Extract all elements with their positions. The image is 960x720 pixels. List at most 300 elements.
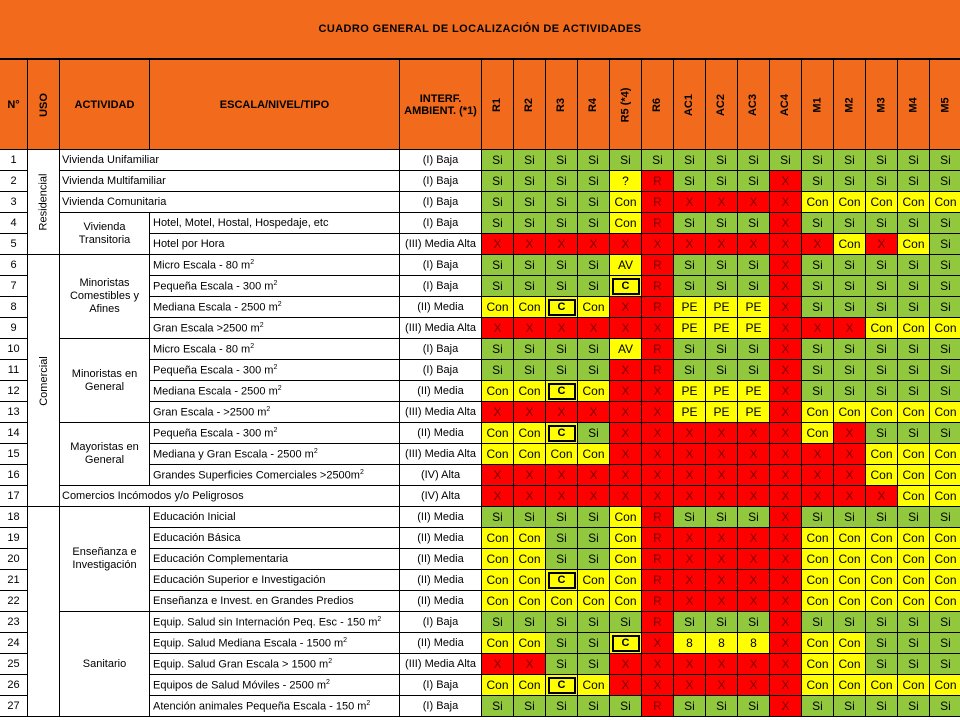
value-cell-r54[interactable]	[610, 612, 642, 633]
value-cell-r3[interactable]	[546, 465, 578, 486]
value-cell-r1[interactable]	[482, 654, 514, 675]
value-cell-r4[interactable]	[578, 696, 610, 717]
value-cell-ac2[interactable]	[706, 612, 738, 633]
value-cell-r54[interactable]	[610, 423, 642, 444]
value-cell-m3[interactable]	[866, 528, 898, 549]
value-cell-m3[interactable]	[866, 213, 898, 234]
value-cell-r4[interactable]	[578, 360, 610, 381]
value-cell-m4[interactable]	[898, 570, 930, 591]
value-cell-ac2[interactable]	[706, 276, 738, 297]
value-cell-r4[interactable]	[578, 654, 610, 675]
value-cell-m3[interactable]	[866, 360, 898, 381]
value-cell-r1[interactable]	[482, 423, 514, 444]
value-cell-m4[interactable]	[898, 486, 930, 507]
value-cell-ac4[interactable]	[770, 213, 802, 234]
value-cell-ac2[interactable]	[706, 633, 738, 654]
value-cell-ac3[interactable]	[738, 192, 770, 213]
value-cell-r3[interactable]	[546, 486, 578, 507]
value-cell-ac4[interactable]	[770, 549, 802, 570]
value-cell-m2[interactable]	[834, 696, 866, 717]
value-cell-r3[interactable]	[546, 381, 578, 402]
value-cell-ac2[interactable]	[706, 675, 738, 696]
value-cell-r54[interactable]	[610, 507, 642, 528]
value-cell-ac2[interactable]	[706, 528, 738, 549]
value-cell-m4[interactable]	[898, 213, 930, 234]
value-cell-r1[interactable]	[482, 528, 514, 549]
value-cell-r4[interactable]	[578, 570, 610, 591]
value-cell-m5[interactable]	[930, 528, 960, 549]
value-cell-r6[interactable]	[642, 465, 674, 486]
value-cell-m1[interactable]	[802, 192, 834, 213]
value-cell-ac3[interactable]	[738, 276, 770, 297]
value-cell-r2[interactable]	[514, 213, 546, 234]
value-cell-r1[interactable]	[482, 318, 514, 339]
value-cell-m2[interactable]	[834, 486, 866, 507]
value-cell-m4[interactable]	[898, 654, 930, 675]
value-cell-m2[interactable]	[834, 213, 866, 234]
value-cell-m5[interactable]	[930, 213, 960, 234]
value-cell-m2[interactable]	[834, 150, 866, 171]
value-cell-m4[interactable]	[898, 255, 930, 276]
value-cell-r1[interactable]	[482, 570, 514, 591]
value-cell-m4[interactable]	[898, 318, 930, 339]
value-cell-m1[interactable]	[802, 255, 834, 276]
value-cell-m3[interactable]	[866, 297, 898, 318]
value-cell-ac2[interactable]	[706, 360, 738, 381]
value-cell-ac1[interactable]	[674, 318, 706, 339]
value-cell-m3[interactable]	[866, 549, 898, 570]
value-cell-ac1[interactable]	[674, 549, 706, 570]
value-cell-ac3[interactable]	[738, 507, 770, 528]
value-cell-m2[interactable]	[834, 612, 866, 633]
value-cell-m1[interactable]	[802, 591, 834, 612]
value-cell-m4[interactable]	[898, 234, 930, 255]
value-cell-r2[interactable]	[514, 528, 546, 549]
value-cell-r2[interactable]	[514, 150, 546, 171]
value-cell-ac3[interactable]	[738, 444, 770, 465]
value-cell-r6[interactable]	[642, 486, 674, 507]
value-cell-m2[interactable]	[834, 402, 866, 423]
value-cell-r6[interactable]	[642, 696, 674, 717]
value-cell-r6[interactable]	[642, 633, 674, 654]
value-cell-ac1[interactable]	[674, 465, 706, 486]
value-cell-ac4[interactable]	[770, 675, 802, 696]
value-cell-m4[interactable]	[898, 360, 930, 381]
value-cell-ac4[interactable]	[770, 591, 802, 612]
value-cell-r4[interactable]	[578, 465, 610, 486]
value-cell-r2[interactable]	[514, 612, 546, 633]
value-cell-m1[interactable]	[802, 297, 834, 318]
value-cell-r54[interactable]	[610, 549, 642, 570]
value-cell-r4[interactable]	[578, 549, 610, 570]
value-cell-m3[interactable]	[866, 465, 898, 486]
value-cell-m5[interactable]	[930, 696, 960, 717]
value-cell-m1[interactable]	[802, 360, 834, 381]
value-cell-r1[interactable]	[482, 486, 514, 507]
value-cell-r3[interactable]	[546, 444, 578, 465]
value-cell-r1[interactable]	[482, 402, 514, 423]
value-cell-m4[interactable]	[898, 171, 930, 192]
value-cell-r4[interactable]	[578, 213, 610, 234]
value-cell-r3[interactable]	[546, 612, 578, 633]
value-cell-ac4[interactable]	[770, 612, 802, 633]
value-cell-ac1[interactable]	[674, 633, 706, 654]
value-cell-m4[interactable]	[898, 381, 930, 402]
value-cell-m3[interactable]	[866, 633, 898, 654]
value-cell-ac2[interactable]	[706, 549, 738, 570]
value-cell-m3[interactable]	[866, 402, 898, 423]
value-cell-m2[interactable]	[834, 234, 866, 255]
value-cell-r3[interactable]	[546, 171, 578, 192]
value-cell-ac2[interactable]	[706, 423, 738, 444]
value-cell-m5[interactable]	[930, 339, 960, 360]
value-cell-ac1[interactable]	[674, 234, 706, 255]
value-cell-ac3[interactable]	[738, 528, 770, 549]
value-cell-ac3[interactable]	[738, 297, 770, 318]
value-cell-m2[interactable]	[834, 297, 866, 318]
value-cell-r4[interactable]	[578, 234, 610, 255]
value-cell-r3[interactable]	[546, 570, 578, 591]
value-cell-m3[interactable]	[866, 171, 898, 192]
value-cell-m3[interactable]	[866, 486, 898, 507]
value-cell-m4[interactable]	[898, 192, 930, 213]
value-cell-ac1[interactable]	[674, 591, 706, 612]
value-cell-ac3[interactable]	[738, 465, 770, 486]
value-cell-r3[interactable]	[546, 507, 578, 528]
value-cell-ac1[interactable]	[674, 255, 706, 276]
value-cell-ac3[interactable]	[738, 675, 770, 696]
value-cell-ac4[interactable]	[770, 150, 802, 171]
value-cell-r4[interactable]	[578, 255, 610, 276]
value-cell-r2[interactable]	[514, 318, 546, 339]
value-cell-m5[interactable]	[930, 402, 960, 423]
value-cell-ac3[interactable]	[738, 150, 770, 171]
value-cell-ac1[interactable]	[674, 528, 706, 549]
value-cell-m1[interactable]	[802, 213, 834, 234]
value-cell-r4[interactable]	[578, 507, 610, 528]
value-cell-r4[interactable]	[578, 633, 610, 654]
value-cell-m1[interactable]	[802, 549, 834, 570]
value-cell-r4[interactable]	[578, 150, 610, 171]
value-cell-m3[interactable]	[866, 255, 898, 276]
value-cell-r3[interactable]	[546, 528, 578, 549]
value-cell-r3[interactable]	[546, 696, 578, 717]
value-cell-m4[interactable]	[898, 465, 930, 486]
value-cell-ac4[interactable]	[770, 444, 802, 465]
value-cell-ac1[interactable]	[674, 192, 706, 213]
value-cell-r2[interactable]	[514, 381, 546, 402]
value-cell-ac4[interactable]	[770, 402, 802, 423]
value-cell-r54[interactable]	[610, 360, 642, 381]
value-cell-ac2[interactable]	[706, 381, 738, 402]
value-cell-ac4[interactable]	[770, 192, 802, 213]
value-cell-r1[interactable]	[482, 381, 514, 402]
value-cell-m1[interactable]	[802, 234, 834, 255]
value-cell-m3[interactable]	[866, 234, 898, 255]
value-cell-m1[interactable]	[802, 150, 834, 171]
value-cell-r6[interactable]	[642, 444, 674, 465]
value-cell-ac2[interactable]	[706, 696, 738, 717]
value-cell-r4[interactable]	[578, 486, 610, 507]
value-cell-ac4[interactable]	[770, 465, 802, 486]
value-cell-m4[interactable]	[898, 612, 930, 633]
value-cell-m5[interactable]	[930, 591, 960, 612]
value-cell-r3[interactable]	[546, 402, 578, 423]
value-cell-ac2[interactable]	[706, 339, 738, 360]
value-cell-ac4[interactable]	[770, 570, 802, 591]
value-cell-m3[interactable]	[866, 339, 898, 360]
value-cell-r1[interactable]	[482, 591, 514, 612]
value-cell-m2[interactable]	[834, 654, 866, 675]
value-cell-ac4[interactable]	[770, 381, 802, 402]
value-cell-r54[interactable]	[610, 591, 642, 612]
value-cell-m3[interactable]	[866, 444, 898, 465]
value-cell-r54[interactable]	[610, 213, 642, 234]
value-cell-m2[interactable]	[834, 591, 866, 612]
value-cell-m2[interactable]	[834, 570, 866, 591]
value-cell-r2[interactable]	[514, 297, 546, 318]
value-cell-r3[interactable]	[546, 192, 578, 213]
value-cell-r2[interactable]	[514, 486, 546, 507]
value-cell-r3[interactable]	[546, 339, 578, 360]
value-cell-r4[interactable]	[578, 297, 610, 318]
value-cell-r2[interactable]	[514, 255, 546, 276]
value-cell-r54[interactable]	[610, 276, 642, 297]
value-cell-m1[interactable]	[802, 465, 834, 486]
value-cell-ac2[interactable]	[706, 444, 738, 465]
value-cell-m1[interactable]	[802, 423, 834, 444]
value-cell-m3[interactable]	[866, 570, 898, 591]
value-cell-r4[interactable]	[578, 675, 610, 696]
value-cell-r1[interactable]	[482, 213, 514, 234]
value-cell-m3[interactable]	[866, 192, 898, 213]
value-cell-ac1[interactable]	[674, 276, 706, 297]
value-cell-m4[interactable]	[898, 696, 930, 717]
value-cell-ac3[interactable]	[738, 696, 770, 717]
value-cell-m1[interactable]	[802, 675, 834, 696]
value-cell-m4[interactable]	[898, 150, 930, 171]
value-cell-r1[interactable]	[482, 507, 514, 528]
value-cell-m2[interactable]	[834, 360, 866, 381]
value-cell-m3[interactable]	[866, 654, 898, 675]
value-cell-m2[interactable]	[834, 381, 866, 402]
value-cell-ac1[interactable]	[674, 507, 706, 528]
value-cell-m3[interactable]	[866, 612, 898, 633]
value-cell-m3[interactable]	[866, 423, 898, 444]
value-cell-r1[interactable]	[482, 612, 514, 633]
value-cell-ac4[interactable]	[770, 318, 802, 339]
value-cell-m4[interactable]	[898, 591, 930, 612]
value-cell-r4[interactable]	[578, 423, 610, 444]
value-cell-m2[interactable]	[834, 549, 866, 570]
value-cell-ac3[interactable]	[738, 402, 770, 423]
value-cell-r4[interactable]	[578, 591, 610, 612]
value-cell-r2[interactable]	[514, 465, 546, 486]
value-cell-r54[interactable]	[610, 444, 642, 465]
value-cell-r54[interactable]	[610, 675, 642, 696]
value-cell-m5[interactable]	[930, 276, 960, 297]
value-cell-r54[interactable]	[610, 339, 642, 360]
value-cell-ac3[interactable]	[738, 570, 770, 591]
value-cell-m2[interactable]	[834, 507, 866, 528]
value-cell-m1[interactable]	[802, 507, 834, 528]
value-cell-ac1[interactable]	[674, 423, 706, 444]
value-cell-r4[interactable]	[578, 171, 610, 192]
value-cell-ac3[interactable]	[738, 654, 770, 675]
value-cell-ac3[interactable]	[738, 381, 770, 402]
value-cell-m3[interactable]	[866, 150, 898, 171]
value-cell-m5[interactable]	[930, 507, 960, 528]
value-cell-r2[interactable]	[514, 549, 546, 570]
value-cell-r6[interactable]	[642, 549, 674, 570]
value-cell-m2[interactable]	[834, 633, 866, 654]
value-cell-r3[interactable]	[546, 675, 578, 696]
value-cell-r2[interactable]	[514, 192, 546, 213]
value-cell-r6[interactable]	[642, 171, 674, 192]
value-cell-r6[interactable]	[642, 402, 674, 423]
value-cell-r4[interactable]	[578, 318, 610, 339]
value-cell-ac3[interactable]	[738, 213, 770, 234]
value-cell-ac1[interactable]	[674, 360, 706, 381]
value-cell-m2[interactable]	[834, 255, 866, 276]
value-cell-m2[interactable]	[834, 465, 866, 486]
value-cell-r1[interactable]	[482, 171, 514, 192]
value-cell-ac2[interactable]	[706, 318, 738, 339]
value-cell-r6[interactable]	[642, 528, 674, 549]
value-cell-r54[interactable]	[610, 150, 642, 171]
value-cell-m1[interactable]	[802, 570, 834, 591]
value-cell-m2[interactable]	[834, 423, 866, 444]
value-cell-ac4[interactable]	[770, 255, 802, 276]
value-cell-r1[interactable]	[482, 549, 514, 570]
value-cell-m4[interactable]	[898, 549, 930, 570]
value-cell-ac1[interactable]	[674, 654, 706, 675]
value-cell-r3[interactable]	[546, 633, 578, 654]
value-cell-ac3[interactable]	[738, 549, 770, 570]
value-cell-ac2[interactable]	[706, 591, 738, 612]
value-cell-m5[interactable]	[930, 633, 960, 654]
value-cell-ac3[interactable]	[738, 591, 770, 612]
value-cell-ac4[interactable]	[770, 507, 802, 528]
value-cell-m5[interactable]	[930, 654, 960, 675]
value-cell-m4[interactable]	[898, 276, 930, 297]
value-cell-r54[interactable]	[610, 381, 642, 402]
value-cell-r1[interactable]	[482, 633, 514, 654]
value-cell-ac4[interactable]	[770, 486, 802, 507]
value-cell-m1[interactable]	[802, 171, 834, 192]
value-cell-ac2[interactable]	[706, 402, 738, 423]
value-cell-ac4[interactable]	[770, 297, 802, 318]
value-cell-r2[interactable]	[514, 360, 546, 381]
value-cell-m3[interactable]	[866, 276, 898, 297]
value-cell-r6[interactable]	[642, 507, 674, 528]
value-cell-m1[interactable]	[802, 339, 834, 360]
value-cell-m3[interactable]	[866, 591, 898, 612]
value-cell-r54[interactable]	[610, 570, 642, 591]
value-cell-ac1[interactable]	[674, 150, 706, 171]
value-cell-ac2[interactable]	[706, 192, 738, 213]
value-cell-ac1[interactable]	[674, 696, 706, 717]
value-cell-m1[interactable]	[802, 528, 834, 549]
value-cell-r6[interactable]	[642, 318, 674, 339]
value-cell-r3[interactable]	[546, 234, 578, 255]
value-cell-ac1[interactable]	[674, 171, 706, 192]
value-cell-r6[interactable]	[642, 612, 674, 633]
value-cell-r6[interactable]	[642, 192, 674, 213]
value-cell-r6[interactable]	[642, 150, 674, 171]
value-cell-r6[interactable]	[642, 213, 674, 234]
value-cell-ac1[interactable]	[674, 444, 706, 465]
value-cell-ac2[interactable]	[706, 486, 738, 507]
value-cell-m5[interactable]	[930, 255, 960, 276]
value-cell-m1[interactable]	[802, 276, 834, 297]
value-cell-ac2[interactable]	[706, 150, 738, 171]
value-cell-m3[interactable]	[866, 507, 898, 528]
value-cell-r1[interactable]	[482, 192, 514, 213]
value-cell-r2[interactable]	[514, 654, 546, 675]
value-cell-r54[interactable]	[610, 633, 642, 654]
value-cell-ac3[interactable]	[738, 360, 770, 381]
value-cell-r1[interactable]	[482, 339, 514, 360]
value-cell-r4[interactable]	[578, 528, 610, 549]
value-cell-m2[interactable]	[834, 444, 866, 465]
value-cell-ac2[interactable]	[706, 654, 738, 675]
value-cell-r3[interactable]	[546, 318, 578, 339]
value-cell-r2[interactable]	[514, 234, 546, 255]
value-cell-m3[interactable]	[866, 675, 898, 696]
value-cell-m4[interactable]	[898, 297, 930, 318]
value-cell-ac2[interactable]	[706, 570, 738, 591]
value-cell-m4[interactable]	[898, 528, 930, 549]
value-cell-r54[interactable]	[610, 402, 642, 423]
value-cell-ac2[interactable]	[706, 465, 738, 486]
value-cell-r3[interactable]	[546, 150, 578, 171]
value-cell-r2[interactable]	[514, 570, 546, 591]
value-cell-r1[interactable]	[482, 465, 514, 486]
value-cell-m4[interactable]	[898, 633, 930, 654]
value-cell-ac3[interactable]	[738, 486, 770, 507]
value-cell-m3[interactable]	[866, 381, 898, 402]
value-cell-ac4[interactable]	[770, 339, 802, 360]
value-cell-r4[interactable]	[578, 612, 610, 633]
value-cell-r6[interactable]	[642, 276, 674, 297]
value-cell-r6[interactable]	[642, 234, 674, 255]
value-cell-m1[interactable]	[802, 402, 834, 423]
value-cell-m1[interactable]	[802, 444, 834, 465]
value-cell-r2[interactable]	[514, 675, 546, 696]
value-cell-ac1[interactable]	[674, 675, 706, 696]
value-cell-m5[interactable]	[930, 234, 960, 255]
value-cell-r6[interactable]	[642, 255, 674, 276]
value-cell-m5[interactable]	[930, 570, 960, 591]
value-cell-r54[interactable]	[610, 486, 642, 507]
value-cell-r3[interactable]	[546, 549, 578, 570]
value-cell-r54[interactable]	[610, 318, 642, 339]
value-cell-ac1[interactable]	[674, 339, 706, 360]
value-cell-r54[interactable]	[610, 192, 642, 213]
value-cell-m5[interactable]	[930, 444, 960, 465]
value-cell-m2[interactable]	[834, 675, 866, 696]
value-cell-r3[interactable]	[546, 591, 578, 612]
value-cell-ac4[interactable]	[770, 234, 802, 255]
value-cell-ac1[interactable]	[674, 297, 706, 318]
value-cell-ac3[interactable]	[738, 423, 770, 444]
value-cell-m2[interactable]	[834, 339, 866, 360]
value-cell-m1[interactable]	[802, 654, 834, 675]
value-cell-r3[interactable]	[546, 423, 578, 444]
value-cell-ac4[interactable]	[770, 276, 802, 297]
value-cell-r54[interactable]	[610, 171, 642, 192]
